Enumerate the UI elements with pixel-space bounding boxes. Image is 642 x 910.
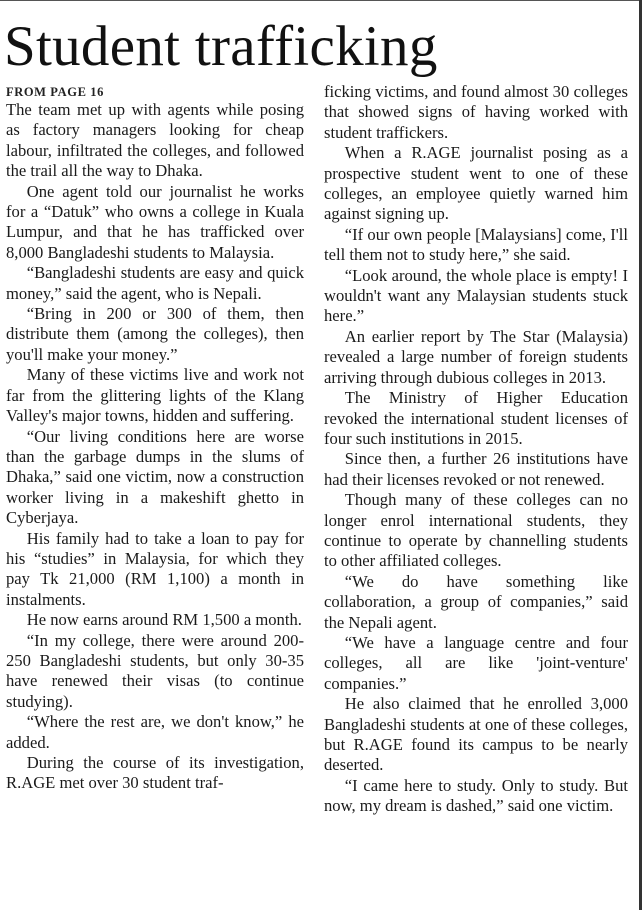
paragraph: “Where the rest are, we don't know,” he added. (6, 712, 304, 752)
paragraph: “Our living conditions here are worse than the garbage dumps in the slums of Dhaka,” said one victim, now a construction worker living in a makeshift ghetto in Cyberjaya. (6, 426, 304, 528)
paragraph: An earlier report by The Star (Malaysia) revealed a large number of foreign students arriving through dubious colleges in 2013. (324, 326, 628, 387)
paragraph: The Ministry of Higher Education revoked the international student licenses of four such institutions in 2015. (324, 388, 628, 448)
paragraph: Though many of these colleges can no longer enrol international students, they continue to operate by channelling students to other affiliated colleges. (324, 490, 628, 571)
continued-from-label: FROM PAGE 16 (6, 85, 104, 99)
paragraph: “Bring in 200 or 300 of them, then distribute them (among the colleges), then you'll make your money.” (6, 304, 304, 364)
paragraph: During the course of its investigation, R.AGE met over 30 student traf- (6, 753, 304, 793)
paragraph: Since then, a further 26 institutions have had their licenses revoked or not renewed. (324, 449, 628, 489)
paragraph: “In my college, there were around 200-250 Bangladeshi students, but only 30-35 have renewed their visas (to continue studying). (6, 630, 304, 711)
paragraph: The team met up with agents while posing as factory managers looking for cheap labour, infiltrated the colleges, and followed the trail all the way to Dhaka. (6, 100, 304, 181)
paragraph: “We have a language centre and four colleges, all are like 'joint-venture' companies.” (324, 632, 628, 693)
paragraph-continuation: ficking victims, and found almost 30 colleges that showed signs of having worked with student traffickers. (324, 82, 628, 142)
headline: Student trafficking (4, 15, 438, 78)
paragraph: He also claimed that he enrolled 3,000 Bangladeshi students at one of these colleges, but R.AGE found its campus to be nearly deserted. (324, 694, 628, 775)
paragraph: He now earns around RM 1,500 a month. (26, 610, 302, 630)
paragraph: When a R.AGE journalist posing as a prospective student went to one of these colleges, an employee quietly warned him against signing up. (324, 143, 628, 224)
article-body (6, 82, 628, 817)
paragraph: “I came here to study. Only to study. But now, my dream is dashed,” said one victim. (324, 775, 628, 816)
paragraph: “If our own people [Malaysians] come, I'll tell them not to study here,” she said. (324, 224, 628, 265)
paragraph: “Bangladeshi students are easy and quick money,” said the agent, who is Nepali. (6, 263, 304, 303)
right-column (324, 82, 628, 817)
paragraph: One agent told our journalist he works for a “Datuk” who owns a college in Kuala Lumpur, and that he has trafficked over 8,000 Bangladeshi students to Malaysia. (6, 181, 304, 262)
left-column (6, 82, 304, 817)
top-rule (0, 0, 642, 4)
paragraph: Many of these victims live and work not far from the glittering lights of the Klang Valley's major towns, hidden and suffering. (6, 365, 304, 426)
paragraph: “Look around, the whole place is empty! I wouldn't want any Malaysian students stuck here.” (324, 265, 628, 326)
paragraph: His family had to take a loan to pay for his “studies” in Malaysia, for which they pay Tk 21,000 (RM 1,100) a month in instalments. (6, 528, 304, 609)
paragraph: “We do have something like collaboration, a group of companies,” said the Nepali agent. (324, 571, 628, 632)
